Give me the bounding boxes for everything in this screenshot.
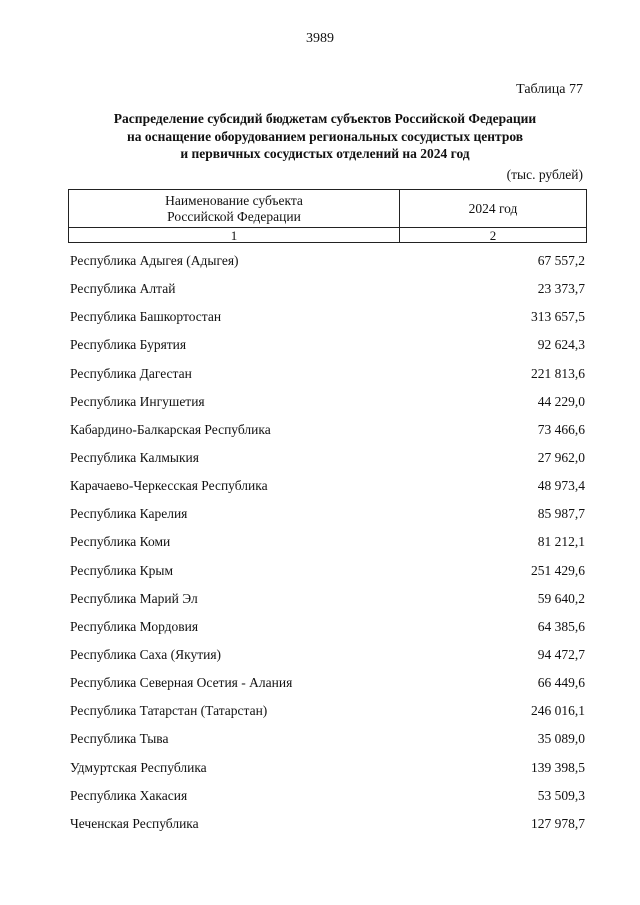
table-row	[68, 782, 587, 810]
region-name: Республика Северная Осетия - Алания	[70, 675, 293, 691]
region-name: Республика Дагестан	[70, 365, 192, 381]
table-row	[68, 613, 587, 641]
subsidy-amount: 48 973,4	[537, 478, 585, 494]
subsidy-amount: 127 978,7	[531, 815, 585, 831]
table-row	[68, 444, 587, 472]
table-row	[68, 585, 587, 613]
page-number: 3989	[306, 31, 334, 46]
subsidy-amount: 67 557,2	[537, 253, 585, 269]
subsidy-amount: 64 385,6	[537, 618, 585, 634]
region-name: Кабардино-Балкарская Республика	[70, 421, 271, 437]
table-row	[68, 557, 587, 585]
table-row	[68, 303, 587, 331]
column-number-1: 1	[69, 228, 400, 243]
table-row	[68, 669, 587, 697]
header-name-line: Наименование субъекта	[165, 192, 303, 208]
table-body	[68, 247, 587, 838]
region-name: Карачаево-Черкесская Республика	[70, 478, 268, 494]
subsidy-amount: 85 987,7	[537, 506, 585, 522]
region-name: Республика Марий Эл	[70, 590, 198, 606]
region-name: Республика Хакасия	[70, 787, 188, 803]
region-name: Республика Калмыкия	[70, 450, 199, 466]
table-row	[68, 388, 587, 416]
table-row	[68, 725, 587, 753]
subsidy-amount: 35 089,0	[537, 731, 585, 747]
region-name: Республика Адыгея (Адыгея)	[70, 253, 239, 269]
table-row	[68, 416, 587, 444]
region-name: Республика Тыва	[70, 731, 169, 747]
column-number-row	[69, 228, 587, 243]
table-row	[68, 810, 587, 838]
subsidy-amount: 23 373,7	[537, 281, 585, 297]
subsidy-amount: 66 449,6	[537, 675, 585, 691]
region-name: Республика Алтай	[70, 281, 176, 297]
table-label: Таблица 77	[516, 82, 583, 97]
subsidy-amount: 81 212,1	[537, 534, 585, 550]
subsidy-amount: 251 429,6	[531, 562, 585, 578]
region-name: Республика Ингушетия	[70, 393, 205, 409]
region-name: Чеченская Республика	[70, 815, 199, 831]
region-name: Республика Башкортостан	[70, 309, 222, 325]
table-row	[68, 641, 587, 669]
subsidy-amount: 53 509,3	[537, 787, 585, 803]
region-name: Республика Татарстан (Татарстан)	[70, 703, 268, 719]
table-row	[68, 528, 587, 556]
region-name: Республика Бурятия	[70, 337, 187, 353]
table-row	[68, 697, 587, 725]
subsidy-amount: 246 016,1	[531, 703, 585, 719]
subsidy-amount: 73 466,6	[537, 421, 585, 437]
table-row	[68, 472, 587, 500]
subsidy-amount: 313 657,5	[531, 309, 585, 325]
title-line: на оснащение оборудованием региональных сосудистых центров	[126, 128, 524, 144]
region-name: Республика Коми	[70, 534, 171, 550]
table-header	[68, 189, 587, 243]
table-row	[68, 247, 587, 275]
header-year-cell: 2024 год	[400, 190, 587, 228]
title-line: и первичных сосудистых отделений на 2024 год	[180, 146, 470, 161]
table-row	[68, 500, 587, 528]
region-name: Республика Карелия	[70, 506, 188, 522]
subsidy-amount: 44 229,0	[537, 393, 585, 409]
subsidy-amount: 94 472,7	[537, 647, 585, 663]
header-row	[69, 190, 587, 228]
document-title	[60, 110, 590, 163]
region-name: Удмуртская Республика	[70, 759, 207, 775]
region-name: Республика Саха (Якутия)	[70, 647, 222, 663]
column-number-2: 2	[400, 228, 587, 243]
table-row	[68, 275, 587, 303]
subsidy-amount: 27 962,0	[537, 450, 585, 466]
table-row	[68, 754, 587, 782]
unit-label: (тыс. рублей)	[506, 167, 583, 182]
table-row	[68, 360, 587, 388]
title-line: Распределение субсидий бюджетам субъектов Российской Федерации	[113, 111, 537, 126]
header-name-cell	[69, 190, 400, 228]
region-name: Республика Крым	[70, 562, 174, 578]
subsidy-amount: 139 398,5	[531, 759, 585, 775]
region-name: Республика Мордовия	[70, 618, 199, 634]
subsidy-amount: 92 624,3	[537, 337, 585, 353]
header-name-line: Российской Федерации	[167, 208, 301, 224]
table-row	[68, 331, 587, 359]
subsidy-amount: 59 640,2	[537, 590, 585, 606]
subsidy-amount: 221 813,6	[531, 365, 585, 381]
